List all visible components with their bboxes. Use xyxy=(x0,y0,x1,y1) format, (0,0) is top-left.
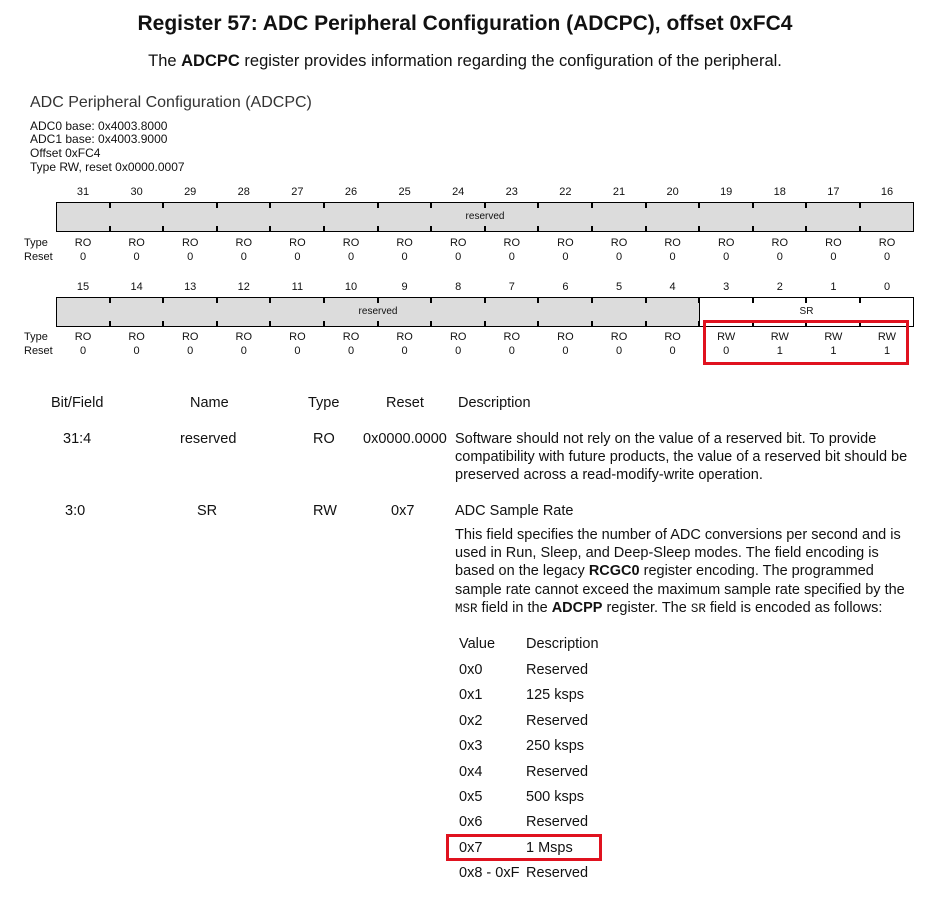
upper-bit-reset-3: 0 xyxy=(240,251,247,263)
upper-tick-top xyxy=(430,202,432,208)
row2-bitfield: 3:0 xyxy=(65,503,86,519)
lower-tick-top xyxy=(645,297,647,303)
lower-bit-number-15: 0 xyxy=(883,281,891,293)
upper-tick-bottom xyxy=(323,226,325,232)
encoding-desc: 500 ksps xyxy=(526,789,585,805)
encoding-highlight-box xyxy=(446,834,602,861)
lower-bit-reset-5: 0 xyxy=(347,345,355,357)
upper-tick-top xyxy=(323,202,325,208)
row1-description: Software should not rely on the value of a reserved bit. To provide compatibility with future products, the value of a reserved bit should be preserved across a read-modify-write operation. xyxy=(455,431,908,484)
upper-bit-type-1: RO xyxy=(128,237,145,249)
lower-bit-number-11: 4 xyxy=(669,281,676,293)
lower-tick-top xyxy=(591,297,593,303)
lower-bit-number-2: 13 xyxy=(184,281,197,293)
lower-bit-reset-9: 0 xyxy=(562,345,569,357)
lower-reset-label: Reset xyxy=(24,345,53,357)
upper-bit-number-15: 16 xyxy=(880,186,894,198)
lower-bit-number-12: 3 xyxy=(723,281,730,293)
lower-bit-type-0: RO xyxy=(74,331,92,343)
lower-tick-top xyxy=(805,297,807,303)
encoding-desc: 250 ksps xyxy=(526,738,585,755)
lower-tick-bottom xyxy=(484,321,486,327)
register-type-reset: Type RW, reset 0x0000.0007 xyxy=(30,160,185,174)
encoding-row xyxy=(459,687,759,707)
encoding-value: 0x7 xyxy=(459,839,483,856)
row1-reset: 0x0000.0000 xyxy=(363,431,447,447)
lower-tick-top xyxy=(323,297,325,303)
lower-tick-top xyxy=(162,297,164,303)
upper-tick-top xyxy=(162,202,164,208)
lower-bit-reset-8: 0 xyxy=(508,345,515,357)
encoding-row xyxy=(459,789,759,809)
upper-tick-top xyxy=(752,202,754,208)
lower-bit-type-12: RW xyxy=(717,331,736,343)
encoding-row xyxy=(459,764,759,784)
lower-bit-reset-7: 0 xyxy=(455,345,462,357)
upper-bit-reset-10: 0 xyxy=(615,251,623,263)
lower-bit-reset-1: 0 xyxy=(133,345,140,357)
lower-bit-reset-13: 1 xyxy=(776,345,783,357)
lower-tick-bottom xyxy=(537,321,539,327)
upper-bit-number-6: 25 xyxy=(398,186,411,198)
upper-bit-reset-11: 0 xyxy=(669,251,676,263)
encoding-value: 0x5 xyxy=(459,789,483,805)
upper-bit-number-9: 22 xyxy=(559,186,572,198)
lower-bit-type-8: RO xyxy=(503,331,521,343)
upper-bit-reset-12: 0 xyxy=(723,251,730,263)
upper-bit-type-2: RO xyxy=(181,237,199,249)
upper-tick-top xyxy=(805,202,807,208)
lower-tick-top xyxy=(752,297,754,303)
upper-bit-type-9: RO xyxy=(557,237,574,249)
row1-type: RO xyxy=(313,431,335,447)
lower-bit-number-13: 2 xyxy=(776,281,783,293)
upper-tick-top xyxy=(698,202,700,208)
lower-bit-type-1: RO xyxy=(128,331,145,343)
encoding-value: 0x8 - 0xF xyxy=(459,865,520,882)
col-header-name: Name xyxy=(190,395,229,411)
upper-tick-top xyxy=(216,202,218,208)
row1-bitfield: 31:4 xyxy=(63,431,92,447)
encoding-row xyxy=(459,814,759,834)
lower-bit-type-11: RO xyxy=(664,331,681,343)
upper-bit-type-3: RO xyxy=(235,237,253,249)
upper-tick-bottom xyxy=(859,226,861,232)
upper-bit-number-11: 20 xyxy=(666,186,679,198)
lower-bit-reset-4: 0 xyxy=(294,345,301,357)
row2-name: SR xyxy=(197,503,218,519)
upper-tick-top xyxy=(591,202,593,208)
upper-tick-bottom xyxy=(484,226,486,232)
col-header-bitfield: Bit/Field xyxy=(51,395,104,411)
upper-bit-reset-4: 0 xyxy=(294,251,301,263)
lower-tick-bottom xyxy=(162,321,164,327)
upper-tick-bottom xyxy=(377,226,379,232)
encoding-value: 0x0 xyxy=(459,662,483,678)
upper-bit-type-14: RO xyxy=(825,237,842,249)
lower-bit-type-6: RO xyxy=(396,331,413,343)
page-subtitle: The ADCPC register provides information regarding the configuration of the peripheral. xyxy=(148,52,782,70)
lower-tick-top xyxy=(430,297,432,303)
upper-tick-top xyxy=(269,202,271,208)
encoding-value: 0x3 xyxy=(459,738,483,755)
upper-bit-number-5: 26 xyxy=(344,186,358,198)
lower-bit-type-2: RO xyxy=(181,331,199,343)
lower-bit-type-3: RO xyxy=(235,331,253,343)
encoding-value: 0x6 xyxy=(459,814,483,831)
upper-tick-bottom xyxy=(698,226,700,232)
upper-tick-top xyxy=(859,202,861,208)
upper-reserved-label: reserved xyxy=(465,211,505,222)
upper-bit-type-5: RO xyxy=(342,237,360,249)
lower-bit-type-4: RO xyxy=(289,331,306,343)
col-header-description: Description xyxy=(458,395,531,411)
encoding-desc: Reserved xyxy=(526,865,589,882)
encoding-header-value: Value xyxy=(459,636,496,652)
upper-tick-top xyxy=(484,202,486,208)
lower-tick-bottom xyxy=(377,321,379,327)
upper-tick-bottom xyxy=(591,226,593,232)
encoding-desc: Reserved xyxy=(526,814,589,831)
lower-bit-reset-10: 0 xyxy=(615,345,623,357)
lower-tick-top xyxy=(216,297,218,303)
register-offset: Offset 0xFC4 xyxy=(30,146,101,160)
upper-bit-number-13: 18 xyxy=(773,186,786,198)
upper-tick-top xyxy=(645,202,647,208)
upper-tick-bottom xyxy=(805,226,807,232)
encoding-desc: Reserved xyxy=(526,662,589,678)
lower-bit-reset-2: 0 xyxy=(187,345,194,357)
lower-tick-bottom xyxy=(591,321,593,327)
sr-highlight-box xyxy=(703,320,909,365)
upper-bit-number-7: 24 xyxy=(452,186,465,198)
upper-bit-reset-14: 0 xyxy=(830,251,837,263)
encoding-desc: Reserved xyxy=(526,712,589,729)
col-header-type: Type xyxy=(308,395,340,411)
lower-tick-top xyxy=(109,297,111,303)
lower-tick-top xyxy=(377,297,379,303)
lower-bit-type-13: RW xyxy=(770,331,789,343)
lower-bit-number-9: 6 xyxy=(562,281,569,293)
upper-bit-type-6: RO xyxy=(396,237,413,249)
row2-desc-title: ADC Sample Rate xyxy=(455,503,574,519)
encoding-desc: 1 Msps xyxy=(526,839,573,856)
lower-bit-reset-3: 0 xyxy=(240,345,247,357)
lower-bit-number-8: 7 xyxy=(508,281,515,293)
lower-tick-bottom xyxy=(645,321,647,327)
lower-tick-bottom xyxy=(698,321,700,327)
upper-bit-reset-9: 0 xyxy=(562,251,569,263)
upper-bit-type-4: RO xyxy=(289,237,306,249)
encoding-row xyxy=(459,865,759,885)
lower-bit-type-14: RW xyxy=(824,331,843,343)
upper-bit-type-13: RO xyxy=(771,237,789,249)
upper-bit-type-11: RO xyxy=(664,237,681,249)
upper-bit-type-12: RO xyxy=(717,237,735,249)
page-title: Register 57: ADC Peripheral Configuration (ADCPC), offset 0xFC4 xyxy=(137,12,793,35)
diagram-title: ADC Peripheral Configuration (ADCPC) xyxy=(30,94,312,111)
lower-reserved-label: reserved xyxy=(358,306,398,317)
lower-bit-number-10: 5 xyxy=(615,281,623,293)
lower-tick-bottom xyxy=(430,321,432,327)
upper-tick-bottom xyxy=(752,226,754,232)
lower-tick-bottom xyxy=(216,321,218,327)
col-header-reset: Reset xyxy=(386,395,424,411)
upper-bit-number-3: 28 xyxy=(237,186,250,198)
lower-bit-reset-14: 1 xyxy=(830,345,837,357)
row1-name: reserved xyxy=(180,431,237,447)
upper-bit-reset-13: 0 xyxy=(776,251,783,263)
lower-bit-number-5: 10 xyxy=(344,281,358,293)
upper-bit-type-8: RO xyxy=(503,237,521,249)
lower-bit-reset-11: 0 xyxy=(669,345,676,357)
lower-bit-number-14: 1 xyxy=(830,281,837,293)
lower-tick-top xyxy=(269,297,271,303)
upper-tick-bottom xyxy=(269,226,271,232)
upper-tick-top xyxy=(377,202,379,208)
upper-bit-type-7: RO xyxy=(449,237,467,249)
upper-tick-bottom xyxy=(430,226,432,232)
lower-bit-number-4: 11 xyxy=(291,281,304,293)
upper-reset-label: Reset xyxy=(24,251,53,263)
lower-bit-number-3: 12 xyxy=(237,281,250,293)
upper-tick-bottom xyxy=(162,226,164,232)
lower-type-label: Type xyxy=(24,331,48,343)
upper-bit-type-10: RO xyxy=(610,237,628,249)
lower-bit-number-6: 9 xyxy=(401,281,408,293)
upper-tick-bottom xyxy=(109,226,111,232)
lower-bit-reset-15: 1 xyxy=(883,345,891,357)
upper-bit-number-12: 19 xyxy=(720,186,733,198)
upper-bit-reset-1: 0 xyxy=(133,251,140,263)
upper-bit-reset-15: 0 xyxy=(883,251,891,263)
encoding-row xyxy=(459,713,759,733)
upper-bit-number-14: 17 xyxy=(827,186,840,198)
lower-bit-number-1: 14 xyxy=(130,281,143,293)
upper-bit-reset-5: 0 xyxy=(347,251,355,263)
lower-tick-top xyxy=(537,297,539,303)
upper-bit-number-8: 23 xyxy=(505,186,518,198)
sr-field-label: SR xyxy=(799,306,814,317)
adc1-base: ADC1 base: 0x4003.9000 xyxy=(30,132,168,146)
upper-tick-top xyxy=(109,202,111,208)
encoding-header-desc: Description xyxy=(526,636,599,652)
encoding-row xyxy=(459,662,759,682)
lower-bit-type-5: RO xyxy=(342,331,360,343)
adc0-base: ADC0 base: 0x4003.8000 xyxy=(30,119,168,133)
encoding-desc: 125 ksps xyxy=(526,687,585,704)
lower-tick-bottom xyxy=(323,321,325,327)
lower-tick-top xyxy=(859,297,861,303)
upper-bit-number-0: 31 xyxy=(76,186,90,198)
upper-bit-type-0: RO xyxy=(74,237,92,249)
lower-tick-bottom xyxy=(109,321,111,327)
encoding-row xyxy=(459,738,759,758)
lower-bit-type-7: RO xyxy=(449,331,467,343)
lower-bit-reset-6: 0 xyxy=(401,345,408,357)
row2-type: RW xyxy=(313,503,337,519)
encoding-value: 0x2 xyxy=(459,712,483,729)
encoding-value: 0x4 xyxy=(459,763,483,780)
upper-tick-bottom xyxy=(537,226,539,232)
upper-bit-number-1: 30 xyxy=(130,186,143,198)
upper-bit-reset-7: 0 xyxy=(455,251,462,263)
lower-bit-type-10: RO xyxy=(610,331,628,343)
upper-bit-reset-6: 0 xyxy=(401,251,408,263)
lower-tick-top xyxy=(698,297,700,303)
upper-bit-number-10: 21 xyxy=(612,186,626,198)
upper-bit-reset-0: 0 xyxy=(79,251,87,263)
upper-tick-bottom xyxy=(645,226,647,232)
lower-tick-top xyxy=(484,297,486,303)
lower-bit-type-15: RW xyxy=(877,331,897,343)
encoding-header xyxy=(459,636,759,656)
lower-bit-reset-12: 0 xyxy=(723,345,730,357)
upper-bit-reset-8: 0 xyxy=(508,251,515,263)
lower-bit-number-7: 8 xyxy=(455,281,462,293)
upper-bit-type-15: RO xyxy=(878,237,896,249)
upper-bit-reset-2: 0 xyxy=(187,251,194,263)
row2-description: This field specifies the number of ADC conversions per second and is used in Run, Sleep, and Deep-Sleep modes. The field encoding is based on the legacy RCGC0 register encoding. The programmed sample rate cannot exceed the maximum sample rate specified by the MSR field in the ADCPP register. The SR field is encoded as follows: xyxy=(455,527,905,616)
lower-bit-type-9: RO xyxy=(557,331,574,343)
upper-bit-number-2: 29 xyxy=(184,186,197,198)
lower-tick-bottom xyxy=(269,321,271,327)
encoding-value: 0x1 xyxy=(459,687,483,704)
upper-bit-number-4: 27 xyxy=(291,186,304,198)
upper-type-label: Type xyxy=(24,237,48,249)
lower-bit-number-0: 15 xyxy=(76,281,90,293)
row2-reset: 0x7 xyxy=(391,503,415,519)
encoding-desc: Reserved xyxy=(526,763,589,780)
upper-tick-bottom xyxy=(216,226,218,232)
upper-tick-top xyxy=(537,202,539,208)
lower-bit-reset-0: 0 xyxy=(79,345,87,357)
